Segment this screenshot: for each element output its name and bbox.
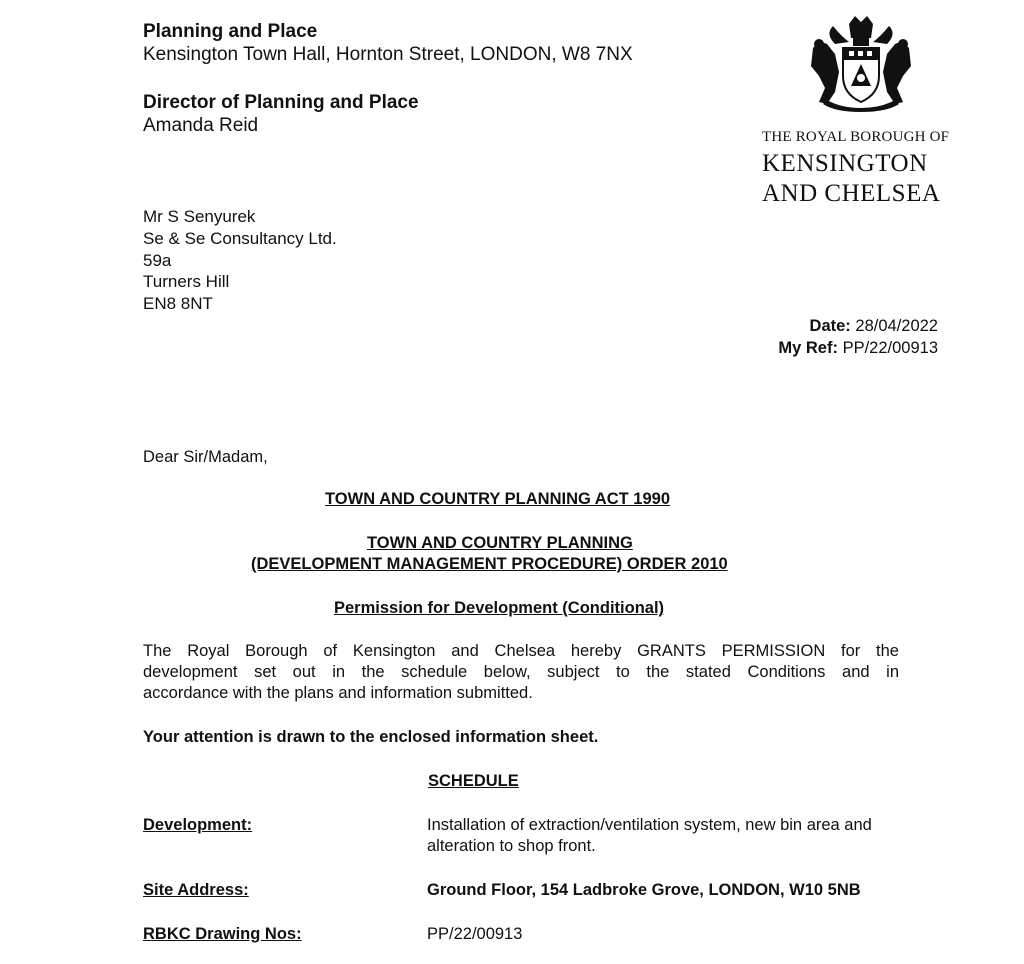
grant-paragraph [143,641,899,704]
ref-value: PP/22/00913 [842,339,938,357]
recipient-line: Turners Hill [143,272,230,291]
drawing-nos-label: RBKC Drawing Nos: [143,925,302,943]
sender-address: Kensington Town Hall, Hornton Street, LONDON, W8 7NX [143,44,633,65]
date-line [810,316,938,337]
recipient-line: Mr S Senyurek [143,207,256,226]
recipient-line: EN8 8NT [143,294,213,313]
development-label: Development: [143,816,253,834]
site-address-value: Ground Floor, 154 Ladbroke Grove, LONDON, W10 5NB [427,881,861,899]
order-heading-line-1: TOWN AND COUNTRY PLANNING [367,534,633,552]
permission-heading: Permission for Development (Conditional) [334,599,665,617]
recipient-line: Se & Se Consultancy Ltd. [143,229,337,248]
drawing-nos-value: PP/22/00913 [427,925,523,943]
attention-note: Your attention is drawn to the enclosed information sheet. [143,728,599,746]
schedule-title: SCHEDULE [428,772,519,790]
date-label: Date: [809,317,851,335]
coat-of-arms-icon [805,14,917,114]
act-heading: TOWN AND COUNTRY PLANNING ACT 1990 [325,490,671,508]
grant-line: accordance with the plans and information submitted. [143,684,533,702]
order-heading-line-2: (DEVELOPMENT MANAGEMENT PROCEDURE) ORDER 2010 [251,555,728,573]
development-value [427,815,872,857]
salutation: Dear Sir/Madam, [143,448,268,466]
grant-line: The Royal Borough of Kensington and Chelsea hereby GRANTS PERMISSION for the [143,642,899,660]
council-line-2: KENSINGTON [762,150,928,177]
council-line-3: AND CHELSEA [762,180,941,207]
development-value-line: alteration to shop front. [427,837,596,855]
council-line-1: THE ROYAL BOROUGH OF [762,129,950,145]
director-title: Director of Planning and Place [143,92,419,113]
grant-line: development set out in the schedule below, subject to the stated Conditions and in [143,663,899,681]
sender-department: Planning and Place [143,21,318,42]
development-value-line: Installation of extraction/ventilation system, new bin area and [427,816,872,834]
director-name: Amanda Reid [143,115,259,136]
date-value: 28/04/2022 [855,317,938,335]
recipient-line: 59a [143,251,172,270]
ref-label: My Ref: [778,339,838,357]
site-address-label: Site Address: [143,881,249,899]
ref-line [778,338,938,359]
